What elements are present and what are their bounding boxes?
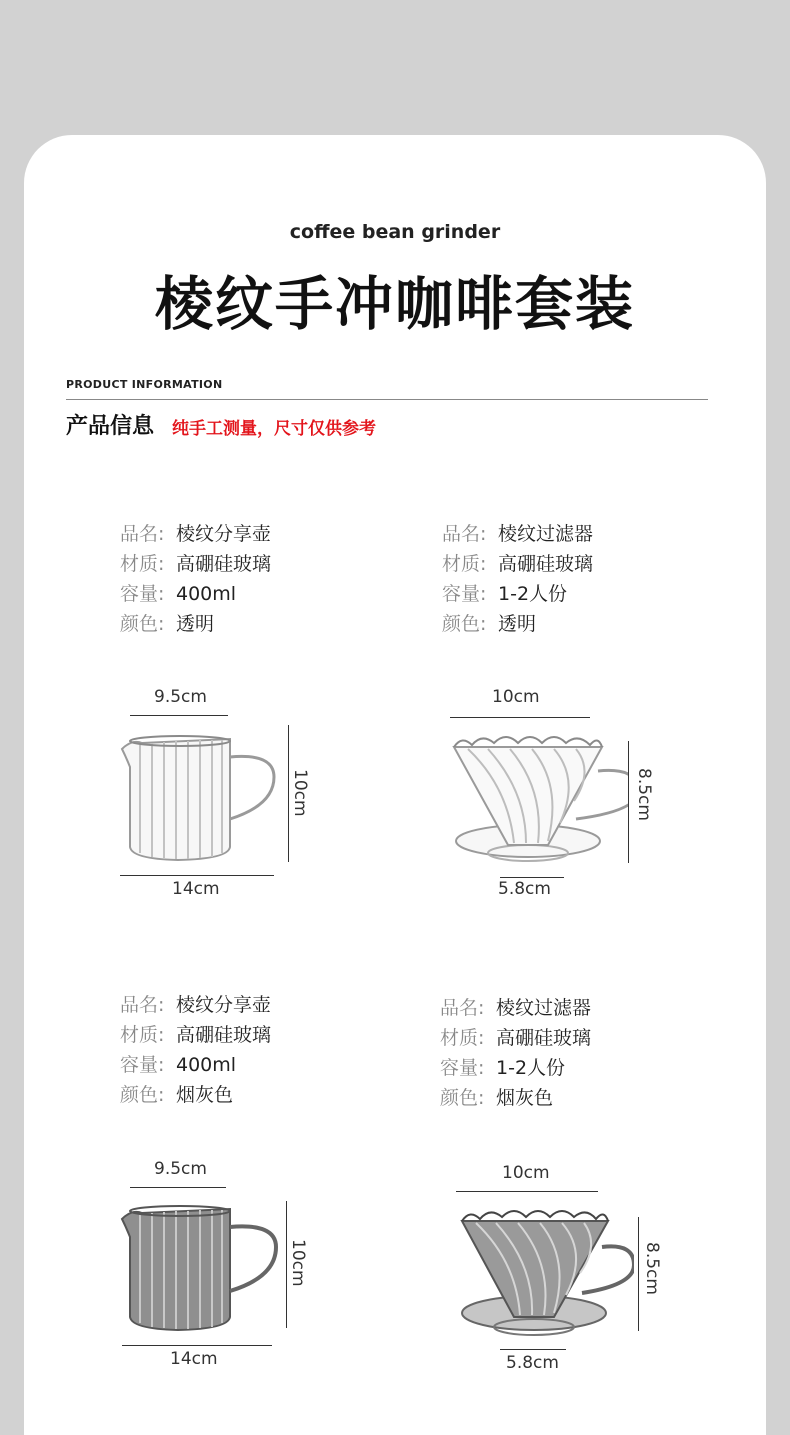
spec-value: 透明 [176,613,215,635]
spec-value: 高硼硅玻璃 [176,553,272,575]
spec-value: 烟灰色 [176,1084,234,1106]
spec-value: 烟灰色 [496,1087,554,1109]
section-divider [66,399,708,400]
spec-row-material [120,549,271,579]
spec-key: 容量: [120,583,165,605]
spec-row-material [440,1023,591,1053]
dim-bottom-label: 5.8cm [498,879,551,899]
spec-row-name [440,993,591,1023]
spec-list [120,990,271,1110]
spec-value: 透明 [498,613,537,635]
spec-row-capacity [120,1050,271,1080]
spec-key: 颜色: [440,1087,485,1109]
product-card [24,135,766,1435]
dim-bottom-line [122,1345,272,1346]
spec-key: 颜色: [120,613,165,635]
spec-key: 品名: [120,523,165,545]
spec-list [442,519,593,639]
spec-value: 棱纹过滤器 [496,997,592,1019]
dim-bottom-label: 14cm [172,879,220,899]
spec-key: 品名: [120,994,165,1016]
dim-side-line [286,1201,287,1328]
dim-side-label: 10cm [288,1239,308,1287]
spec-row-material [442,549,593,579]
spec-row-capacity [120,579,271,609]
dim-side-label: 8.5cm [642,1242,662,1295]
dim-top-label: 10cm [492,687,540,707]
smoky-pitcher-image [118,1197,280,1337]
dim-bottom-label: 5.8cm [506,1353,559,1373]
dim-top-label: 9.5cm [154,687,207,707]
clear-dripper-image [448,727,628,877]
spec-value: 高硼硅玻璃 [176,1024,272,1046]
dim-top-line [450,717,590,718]
dim-side-label: 10cm [290,769,310,817]
spec-key: 品名: [440,997,485,1019]
dim-bottom-line [120,875,274,876]
dim-top-line [130,715,228,716]
spec-key: 容量: [120,1054,165,1076]
smoky-dripper-image [456,1201,634,1351]
dim-top-label: 9.5cm [154,1159,207,1179]
section-label-cn: 产品信息 [66,414,155,439]
dim-side-label: 8.5cm [634,768,654,821]
spec-value: 棱纹分享壶 [176,994,272,1016]
dim-bottom-line [500,877,564,878]
dim-bottom-label: 14cm [170,1349,218,1369]
clear-pitcher-image [118,727,278,867]
spec-row-color [442,609,593,639]
spec-row-name [120,990,271,1020]
spec-row-name [120,519,271,549]
dim-side-line [628,741,629,863]
spec-key: 容量: [442,583,487,605]
spec-list [440,993,591,1113]
spec-key: 品名: [442,523,487,545]
spec-key: 材质: [442,553,487,575]
spec-key: 材质: [440,1027,485,1049]
spec-value: 棱纹分享壶 [176,523,272,545]
measurement-note: 纯手工测量，尺寸仅供参考 [172,419,376,439]
spec-value: 1-2人份 [496,1057,566,1079]
spec-value: 高硼硅玻璃 [498,553,594,575]
spec-key: 容量: [440,1057,485,1079]
spec-key: 材质: [120,1024,165,1046]
spec-value: 1-2人份 [498,583,568,605]
dim-top-line [130,1187,226,1188]
spec-row-color [120,1080,271,1110]
spec-value: 棱纹过滤器 [498,523,594,545]
spec-row-capacity [442,579,593,609]
spec-row-capacity [440,1053,591,1083]
dim-top-label: 10cm [502,1163,550,1183]
spec-key: 颜色: [442,613,487,635]
spec-value: 高硼硅玻璃 [496,1027,592,1049]
spec-list [120,519,271,639]
dim-side-line [288,725,289,862]
spec-row-color [440,1083,591,1113]
spec-value: 400ml [176,1054,237,1076]
spec-row-material [120,1020,271,1050]
spec-key: 颜色: [120,1084,165,1106]
dim-top-line [456,1191,598,1192]
dim-side-line [638,1217,639,1331]
spec-row-name [442,519,593,549]
spec-key: 材质: [120,553,165,575]
subtitle: coffee bean grinder [289,221,501,243]
page-title: 棱纹手冲咖啡套装 [154,270,635,338]
spec-row-color [120,609,271,639]
section-label-en: PRODUCT INFORMATION [66,378,223,391]
spec-value: 400ml [176,583,237,605]
